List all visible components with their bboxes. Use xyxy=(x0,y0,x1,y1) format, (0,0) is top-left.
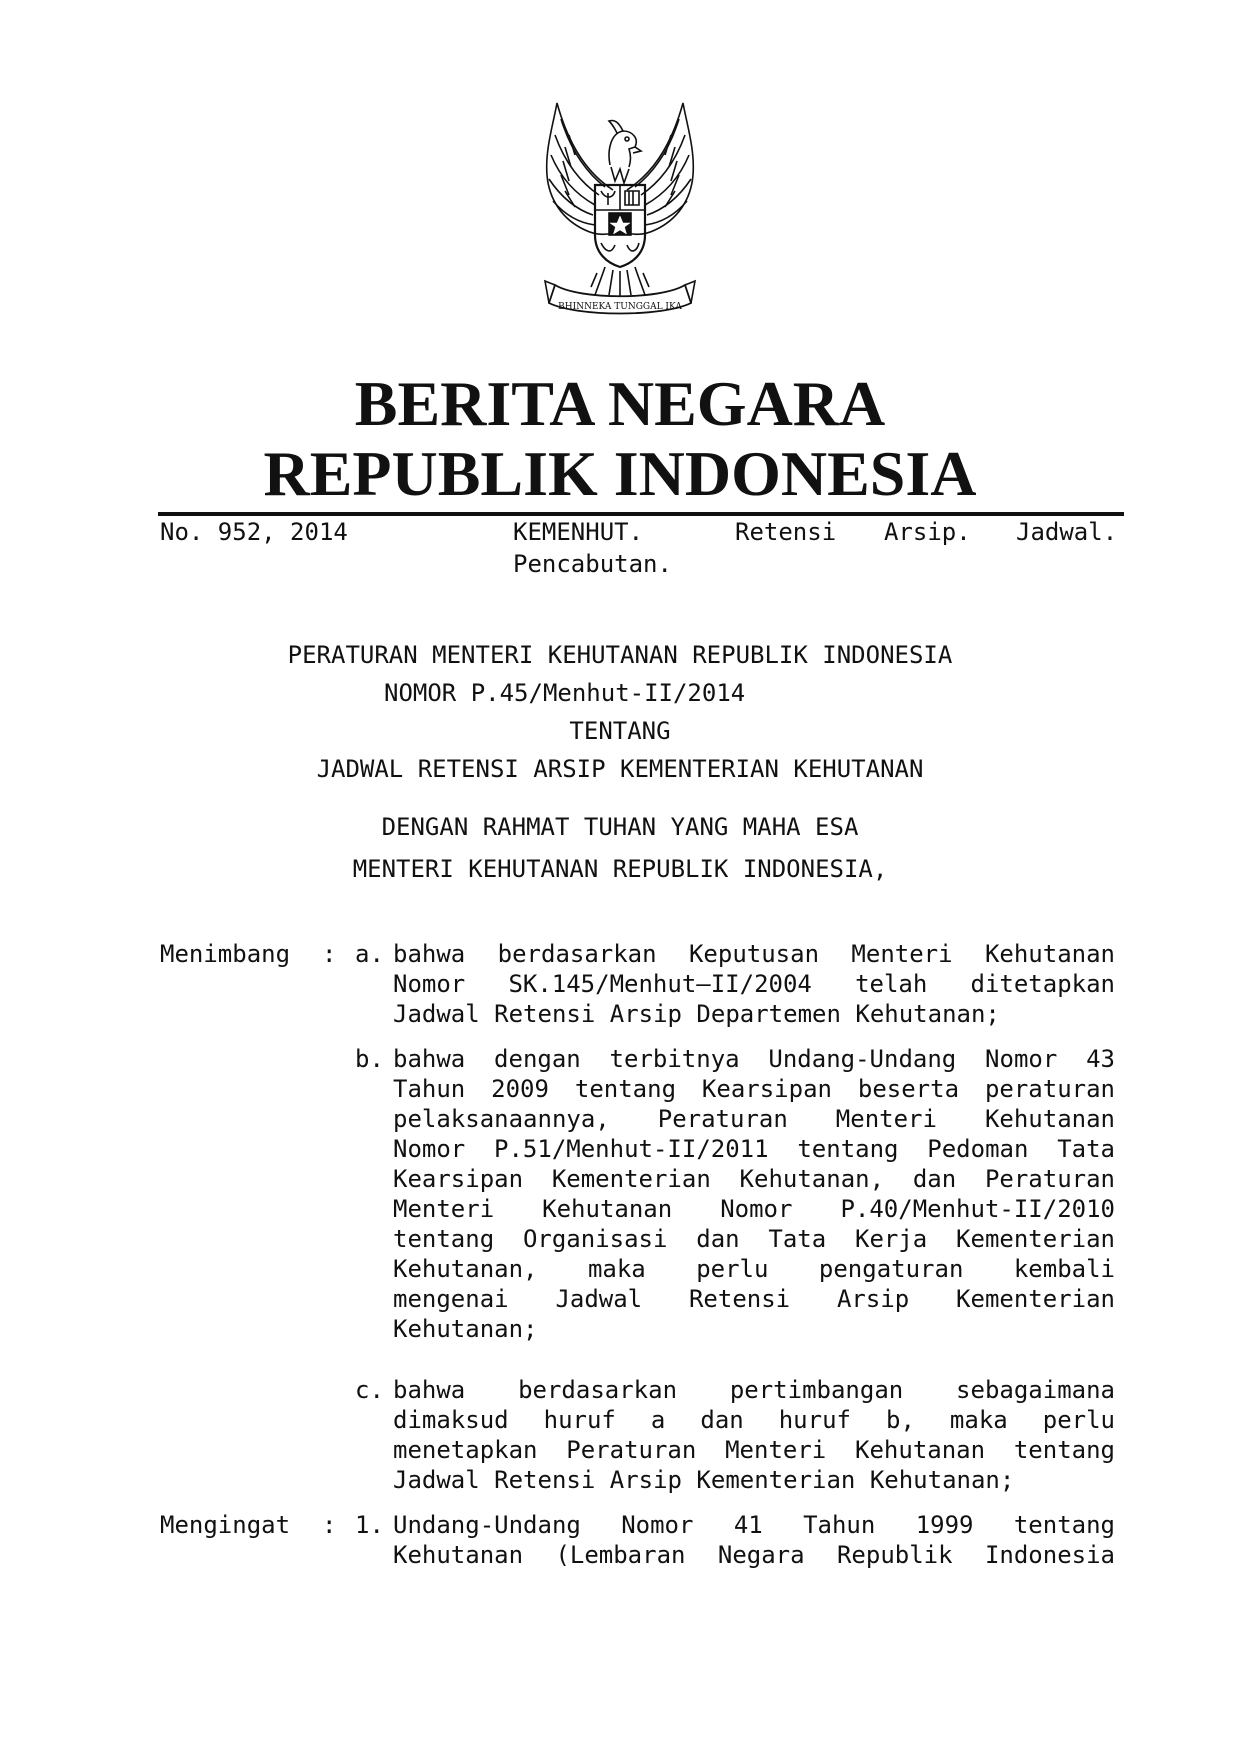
item-text-line: pelaksanaannya, Peraturan Menteri Kehutanan xyxy=(393,1105,1115,1133)
mengingat-colon: : xyxy=(322,1511,337,1539)
item-text-line: Kehutanan (Lembaran Negara Republik Indonesia xyxy=(393,1541,1115,1569)
masthead-title-line2: REPUBLIK INDONESIA xyxy=(263,438,977,509)
issue-number: No. 952, 2014 xyxy=(160,518,348,546)
issue-topic-line2: Pencabutan. xyxy=(513,550,672,578)
issue-topic-word: Arsip. xyxy=(884,518,971,546)
mengingat-label: Mengingat xyxy=(160,1511,291,1539)
regulation-number: NOMOR P.45/Menhut-II/2014 xyxy=(384,679,746,707)
item-text-line: bahwa dengan terbitnya Undang-Undang Nomor 43 xyxy=(393,1045,1115,1073)
preamble-line: DENGAN RAHMAT TUHAN YANG MAHA ESA xyxy=(381,813,859,841)
issue-topic-word: KEMENHUT. xyxy=(513,518,644,546)
masthead-title-line1: BERITA NEGARA xyxy=(354,368,886,439)
regulation-tentang: TENTANG xyxy=(569,717,671,745)
item-text-line: Jadwal Retensi Arsip Kementerian Kehutanan; xyxy=(393,1466,1015,1494)
item-text-line: bahwa berdasarkan Keputusan Menteri Kehutanan xyxy=(393,940,1115,968)
item-marker: b. xyxy=(355,1045,384,1073)
item-marker: c. xyxy=(355,1376,384,1404)
emblem-motto: BHINNEKA TUNGGAL IKA xyxy=(558,302,682,312)
item-text-line: tentang Organisasi dan Tata Kerja Kementerian xyxy=(393,1225,1115,1253)
item-text-line: Nomor SK.145/Menhut–II/2004 telah ditetapkan xyxy=(393,970,1115,998)
item-text-line: dimaksud huruf a dan huruf b, maka perlu xyxy=(393,1406,1115,1434)
item-marker: a. xyxy=(355,940,384,968)
menimbang-colon: : xyxy=(322,940,337,968)
item-text-line: Jadwal Retensi Arsip Departemen Kehutanan; xyxy=(393,1000,1000,1028)
garuda-emblem-icon xyxy=(535,95,705,320)
item-text-line: Kehutanan; xyxy=(393,1315,538,1343)
regulation-title: PERATURAN MENTERI KEHUTANAN REPUBLIK INDONESIA xyxy=(287,641,953,669)
item-text-line: Undang-Undang Nomor 41 Tahun 1999 tentang xyxy=(393,1511,1115,1539)
minister-line: MENTERI KEHUTANAN REPUBLIK INDONESIA, xyxy=(352,855,888,883)
item-text-line: Kehutanan, maka perlu pengaturan kembali xyxy=(393,1255,1115,1283)
issue-topic-word: Retensi xyxy=(735,518,837,546)
menimbang-label: Menimbang xyxy=(160,940,291,968)
item-text-line: bahwa berdasarkan pertimbangan sebagaimana xyxy=(393,1376,1115,1404)
regulation-subject: JADWAL RETENSI ARSIP KEMENTERIAN KEHUTANAN xyxy=(316,755,924,783)
item-text-line: menetapkan Peraturan Menteri Kehutanan tentang xyxy=(393,1436,1115,1464)
issue-topic-word: Jadwal. xyxy=(1016,518,1118,546)
masthead-divider xyxy=(158,512,1124,516)
item-text-line: Nomor P.51/Menhut-II/2011 tentang Pedoman Tata xyxy=(393,1135,1115,1163)
item-text-line: mengenai Jadwal Retensi Arsip Kementerian xyxy=(393,1285,1115,1313)
item-text-line: Tahun 2009 tentang Kearsipan beserta peraturan xyxy=(393,1075,1115,1103)
item-text-line: Menteri Kehutanan Nomor P.40/Menhut-II/2010 xyxy=(393,1195,1115,1223)
item-marker: 1. xyxy=(355,1511,384,1539)
item-text-line: Kearsipan Kementerian Kehutanan, dan Peraturan xyxy=(393,1165,1115,1193)
